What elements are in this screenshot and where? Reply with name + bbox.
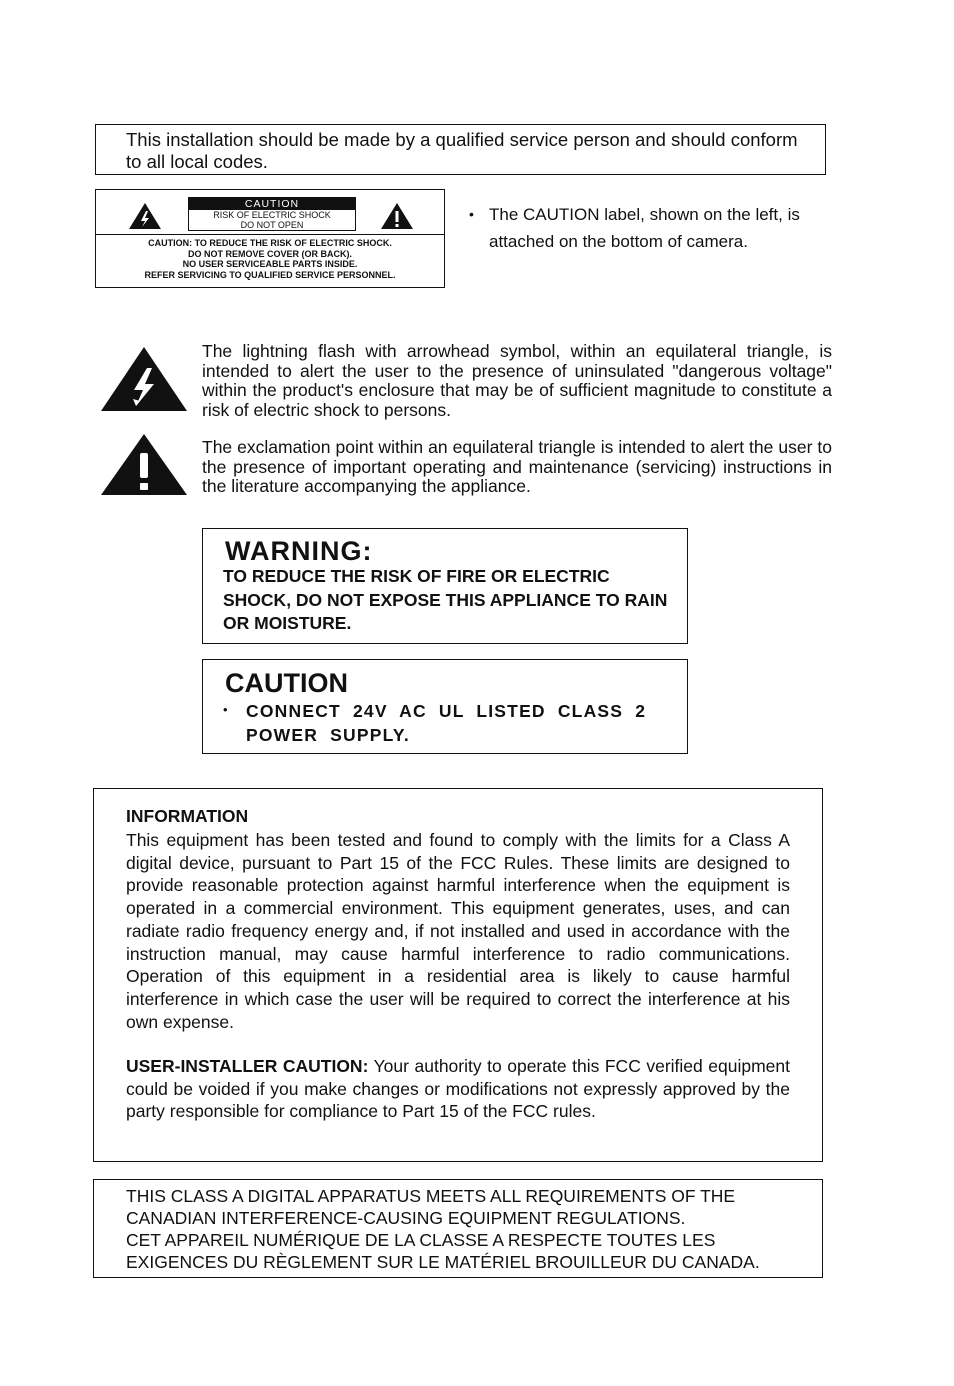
canadian-compliance-box: [93, 1179, 823, 1278]
caution-label-header: CAUTION: [189, 198, 355, 210]
canadian-compliance-text: [126, 1185, 816, 1273]
information-paragraph: This equipment has been tested and found to comply with the limits for a Class A digital device, pursuant to Part 15 of the FCC Rules. These limits are designed to provide reasonable protection against harmful interference when the equipment is operated in a commercial environment. This equipment generates, uses, and can radiate radio frequency energy and, if not installed and used in accordance with the instruction manual, may cause harmful interference to radio communications. Operation of this equipment in a residential area is likely to cause harmful interference in which case the user will be required to correct the interference at his own expense.: [126, 830, 790, 1032]
installation-note-box: [95, 124, 826, 175]
lightning-symbol-description: The lightning flash with arrowhead symbol, within an equilateral triangle, is intended to alert the user to the presence of uninsulated "dangerous voltage" within the product's enclosure that may be of sufficient magnitude to constitute a risk of electric shock to persons.: [202, 341, 832, 420]
lightning-triangle-icon: [128, 202, 162, 230]
compliance-line: EXIGENCES DU RÈGLEMENT SUR LE MATÉRIEL BROUILLEUR DU CANADA.: [126, 1252, 760, 1272]
user-installer-caution-paragraph: [126, 1055, 790, 1123]
warning-title: WARNING:: [225, 536, 373, 566]
caution-label-fine-print: [96, 238, 444, 280]
exclamation-triangle-icon: [380, 202, 414, 230]
caution-box: [202, 659, 688, 754]
information-title: INFORMATION: [126, 806, 249, 826]
caution-label-panel: [188, 197, 356, 231]
caution-label-note: [469, 201, 839, 255]
warning-text: TO REDUCE THE RISK OF FIRE OR ELECTRIC SHOCK, DO NOT EXPOSE THIS APPLIANCE TO RAIN OR MOISTURE.: [223, 566, 668, 633]
caution-label-divider: [96, 234, 444, 235]
bullet: •: [469, 206, 474, 222]
user-installer-caution-text: Your authority to operate this FCC verified equipment could be voided if you make changes or modifications not expressly approved by the party responsible for compliance to Part 15 of the FCC rules.: [126, 1056, 790, 1122]
fine-print-line: CAUTION: TO REDUCE THE RISK OF ELECTRIC SHOCK.: [148, 238, 392, 248]
caution-label-line2: DO NOT OPEN: [240, 220, 304, 230]
installation-note-text: This installation should be made by a qualified service person and should conform to all local codes.: [126, 129, 798, 172]
compliance-line: THIS CLASS A DIGITAL APPARATUS MEETS ALL REQUIREMENTS OF THE: [126, 1186, 736, 1206]
lightning-flash-symbol-icon: [100, 346, 188, 412]
bullet: •: [223, 702, 228, 717]
caution-label-line1: RISK OF ELECTRIC SHOCK: [213, 210, 331, 220]
exclamation-symbol-description: The exclamation point within an equilateral triangle is intended to alert the user to the presence of important operating and maintenance (servicing) instructions in the literature accompanying the appliance.: [202, 437, 832, 496]
fine-print-line: NO USER SERVICEABLE PARTS INSIDE.: [182, 259, 358, 269]
fine-print-line: REFER SERVICING TO QUALIFIED SERVICE PERSONNEL.: [144, 269, 396, 280]
user-installer-caution-label: USER-INSTALLER CAUTION:: [126, 1056, 369, 1076]
caution-label-graphic: [95, 189, 445, 288]
caution-text: CONNECT 24V AC UL LISTED CLASS 2 POWER SUPPLY.: [246, 701, 647, 745]
caution-label-note-text: The CAUTION label, shown on the left, is attached on the bottom of camera.: [489, 205, 800, 251]
compliance-line: CANADIAN INTERFERENCE-CAUSING EQUIPMENT REGULATIONS.: [126, 1208, 686, 1228]
fine-print-line: DO NOT REMOVE COVER (OR BACK).: [187, 248, 352, 259]
exclamation-point-symbol-icon: [100, 433, 188, 496]
compliance-line: CET APPAREIL NUMÉRIQUE DE LA CLASSE A RESPECTE TOUTES LES: [126, 1230, 716, 1250]
caution-title: CAUTION: [225, 668, 348, 698]
fcc-information-box: [93, 788, 823, 1162]
warning-box: [202, 528, 688, 644]
